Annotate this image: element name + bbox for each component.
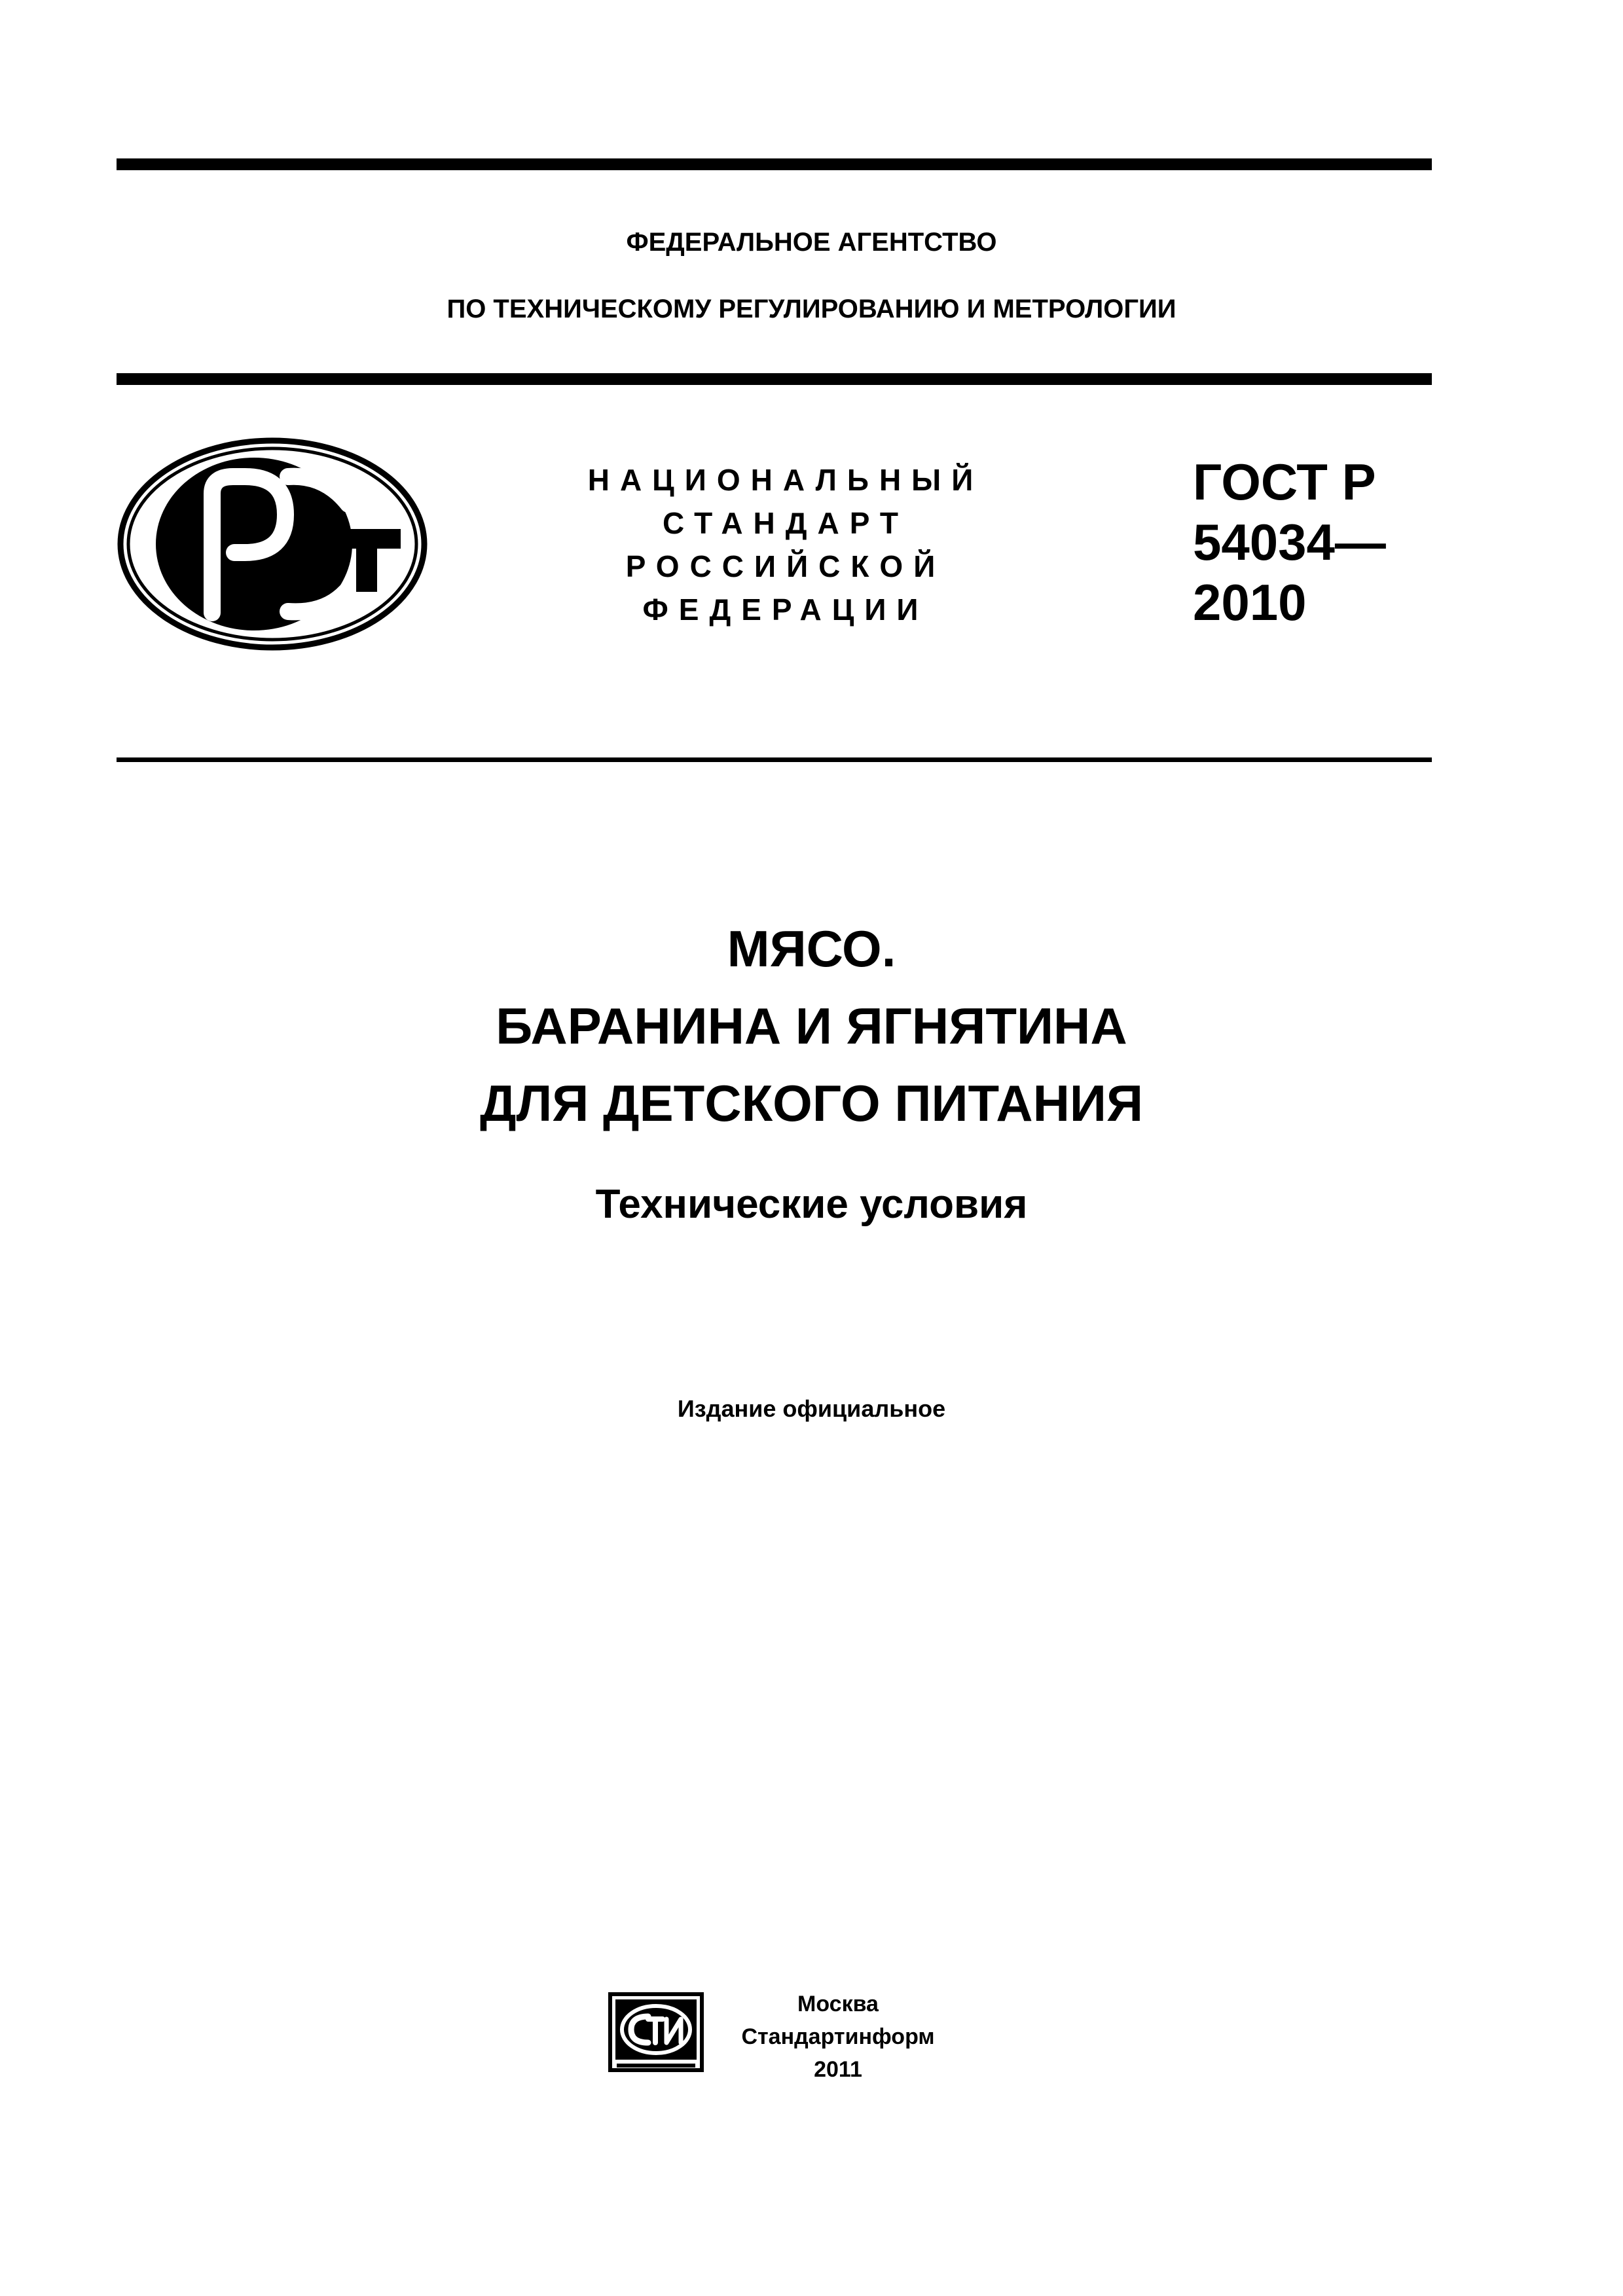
rst-logo-icon: [117, 436, 428, 652]
national-line-3: РОССИЙСКОЙ: [625, 549, 946, 583]
gost-code-line-1: ГОСТ Р: [1193, 453, 1376, 511]
agency-name-line-2: ПО ТЕХНИЧЕСКОМУ РЕГУЛИРОВАНИЮ И МЕТРОЛОГИИ: [447, 295, 1176, 323]
title-line-3: ДЛЯ ДЕТСКОГО ПИТАНИЯ: [479, 1074, 1144, 1132]
title-line-2: БАРАНИНА И ЯГНЯТИНА: [496, 997, 1127, 1055]
publisher-block: [720, 1988, 956, 2086]
document-subtitle: Технические условия: [595, 1182, 1028, 1227]
lower-rule: [117, 757, 1432, 762]
top-rule: [117, 158, 1432, 170]
gost-code-line-2: 54034—: [1193, 513, 1386, 571]
edition-note: Издание официальное: [677, 1395, 946, 1422]
gost-designation: [1193, 452, 1386, 632]
standartinform-logo-icon: [608, 1990, 704, 2074]
agency-name-line-1: ФЕДЕРАЛЬНОЕ АГЕНТСТВО: [626, 228, 997, 257]
middle-rule: [117, 373, 1432, 385]
national-line-2: СТАНДАРТ: [663, 506, 909, 540]
national-line-1: НАЦИОНАЛЬНЫЙ: [587, 463, 984, 497]
national-line-4: ФЕДЕРАЦИИ: [642, 592, 929, 627]
document-title: [0, 910, 1623, 1142]
gost-code-line-3: 2010: [1193, 574, 1307, 631]
national-standard-heading: [563, 458, 1008, 631]
title-line-1: МЯСО.: [727, 920, 896, 977]
publisher-city: Москва: [797, 1992, 879, 2016]
publisher-year: 2011: [814, 2057, 862, 2082]
publisher-name: Стандартинформ: [741, 2024, 935, 2049]
